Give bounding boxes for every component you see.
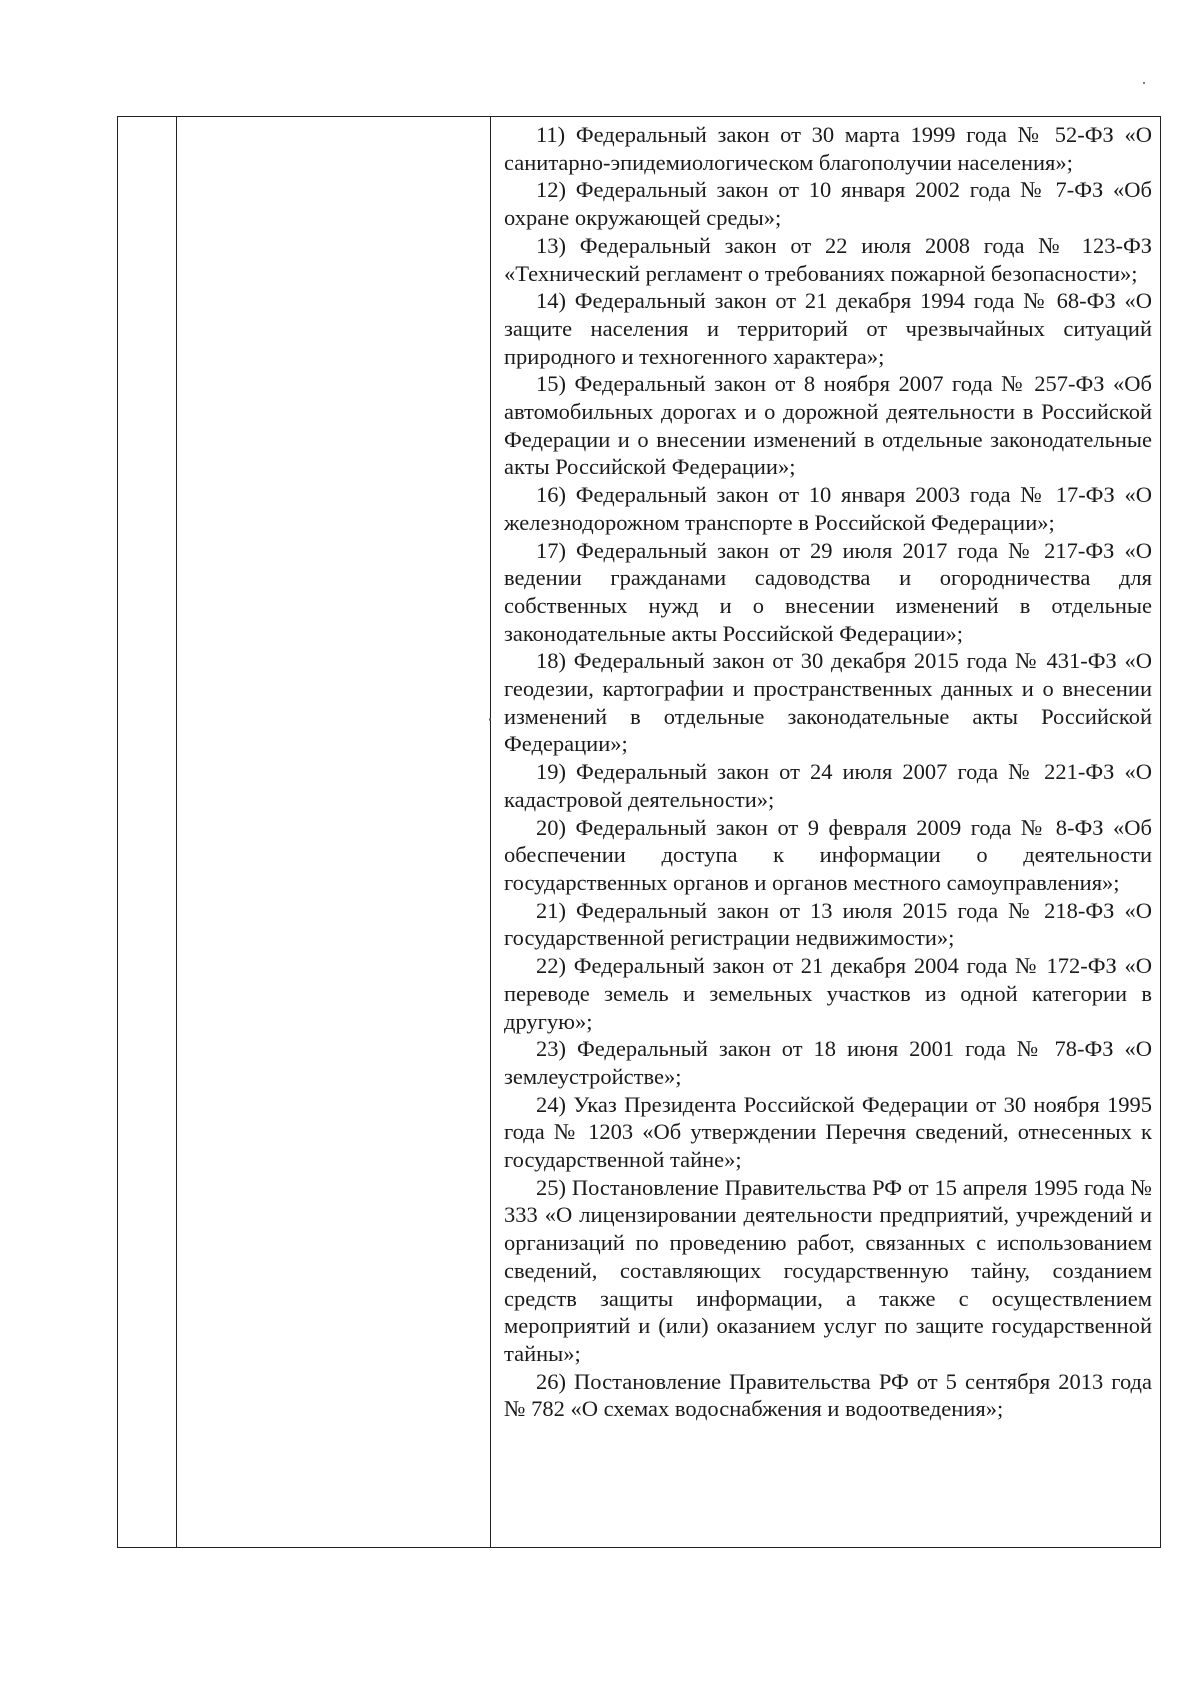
list-item: 23) Федеральный закон от 18 июня 2001 года № 78-ФЗ «О землеустройстве»; xyxy=(504,1036,1152,1089)
column-divider-2 xyxy=(490,117,491,1547)
list-item: 12) Федеральный закон от 10 января 2002 года № 7-ФЗ «Об охране окружающей среды»; xyxy=(504,177,1152,231)
document-table xyxy=(117,116,1161,1548)
list-item: 15) Федеральный закон от 8 ноября 2007 года № 257-ФЗ «Об автомобильных дорогах и о дорожной деятельности в Российской Федерации и о внесении изменений в отдельные законодательные акты Российской Федерации»; xyxy=(504,371,1152,480)
list-item: 24) Указ Президента Российской Федерации от 30 ноября 1995 года № 1203 «Об утверждении Перечня сведений, отнесенных к государственной тайне»; xyxy=(504,1091,1152,1173)
list-item: 22) Федеральный закон от 21 декабря 2004 года № 172-ФЗ «О переводе земель и земельных участков из одной категории в другую»; xyxy=(504,953,1152,1034)
list-item: 11) Федеральный закон от 30 марта 1999 года № 52-ФЗ «О санитарно-эпидемиологическом благополучии населения»; xyxy=(504,122,1152,175)
list-item: 13) Федеральный закон от 22 июля 2008 года № 123-ФЗ «Технический регламент о требованиях пожарной безопасности»; xyxy=(504,232,1152,286)
list-item: 21) Федеральный закон от 13 июля 2015 года № 218-ФЗ «О государственной регистрации недвижимости»; xyxy=(504,897,1152,951)
legal-acts-cell xyxy=(504,121,1152,1423)
scan-speck xyxy=(489,718,491,721)
list-item: 20) Федеральный закон от 9 февраля 2009 года № 8-ФЗ «Об обеспечении доступа к информации о деятельности государственных органов и органов местного самоуправления»; xyxy=(504,814,1152,895)
scan-speck xyxy=(1143,82,1145,84)
list-item: 25) Постановление Правительства РФ от 15 апреля 1995 года № 333 «О лицензировании деятельности предприятий, учреждений и организаций по проведению работ, связанных с использованием сведений, составляющих государственную тайну, созданием средств защиты информации, а также с осуществлением мероприятий и (или) оказанием услуг по защите государственной тайны»; xyxy=(504,1174,1152,1366)
list-item: 26) Постановление Правительства РФ от 5 сентября 2013 года № 782 «О схемах водоснабжения и водоотведения»; xyxy=(504,1368,1152,1422)
list-item: 18) Федеральный закон от 30 декабря 2015 года № 431-ФЗ «О геодезии, картографии и пространственных данных и о внесении изменений в отдельные законодательные акты Российской Федерации»; xyxy=(504,648,1152,757)
list-item: 19) Федеральный закон от 24 июля 2007 года № 221-ФЗ «О кадастровой деятельности»; xyxy=(504,759,1152,812)
list-item: 14) Федеральный закон от 21 декабря 1994 года № 68-ФЗ «О защите населения и территорий от чрезвычайных ситуаций природного и техногенного характера»; xyxy=(504,288,1152,369)
list-item: 16) Федеральный закон от 10 января 2003 года № 17-ФЗ «О железнодорожном транспорте в Российской Федерации»; xyxy=(504,482,1152,535)
column-divider-1 xyxy=(176,117,177,1547)
list-item: 17) Федеральный закон от 29 июля 2017 года № 217-ФЗ «О ведении гражданами садоводства и огородничества для собственных нужд и о внесении изменений в отдельные законодательные акты Российской Федерации»; xyxy=(504,537,1152,646)
